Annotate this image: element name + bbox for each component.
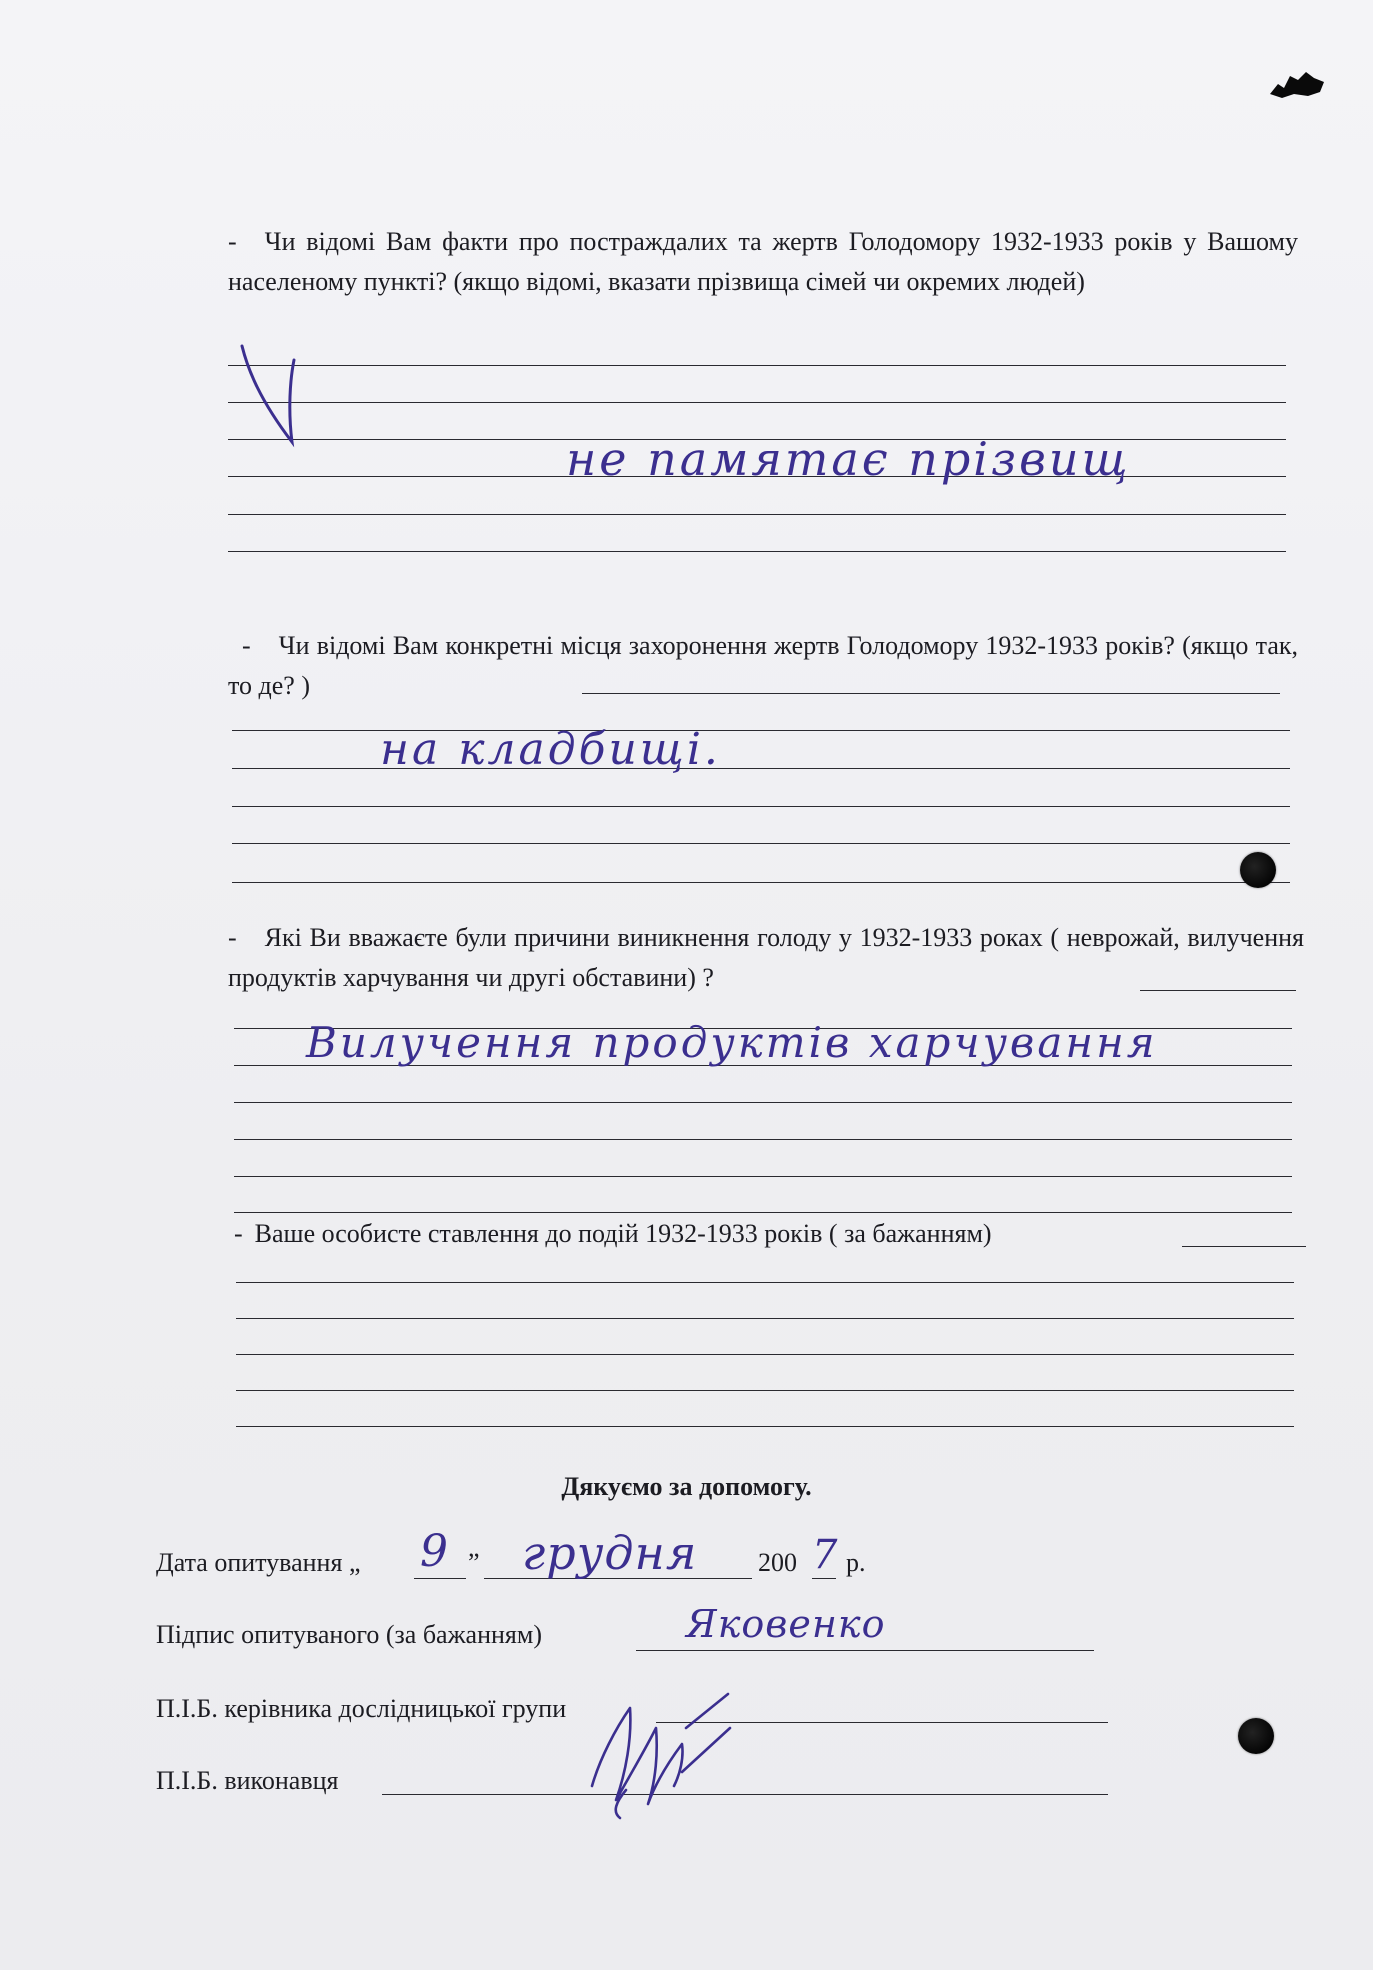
close-quote: ” [468,1548,480,1577]
open-quote: „ [348,1548,361,1577]
executor-label: П.І.Б. виконавця [156,1766,339,1795]
question-1-text: Чи відомі Вам факти про постраждалих та жертв Голодомору 1932-1933 років у Вашому населеному пункті? (якщо відомі, вказати прізвища сімей чи окремих людей) [228,227,1298,296]
answer-line [236,1426,1294,1427]
answer-line [232,806,1290,807]
survey-date-field [156,1548,360,1578]
punch-hole [1240,852,1276,888]
respondent-signature-label: Підпис опитуваного (за бажанням) [156,1620,542,1649]
date-day-handwriting: 9 [420,1526,448,1577]
answer-line [236,1354,1294,1355]
question-4 [228,1214,1308,1254]
answer-line [1140,990,1296,991]
answer-line [236,1318,1294,1319]
respondent-signature-handwriting: Яковенко [686,1602,886,1646]
question-4-dash: - [234,1219,243,1248]
answer-line [234,1212,1292,1213]
date-year-prefix: 200 [758,1548,797,1577]
respondent-signature-line [636,1650,1094,1651]
answer-line [232,843,1290,844]
answer-line [236,1282,1294,1283]
question-3-text: Які Ви вважаєте були причини виникнення голоду у 1932-1933 роках ( неврожай, вилучення продуктів харчування чи другі обставини) ? [228,923,1304,992]
question-3 [228,918,1304,998]
checkmark-icon [236,340,306,448]
answer-3-handwriting: Вилучення продуктів харчування [306,1018,1158,1067]
executor-line [382,1794,1108,1795]
answer-line [228,365,1286,366]
date-year-suffix: р. [846,1548,866,1577]
answer-line [236,1390,1294,1391]
date-day-line [414,1578,466,1579]
question-2-text: Чи відомі Вам конкретні місця захоронення жертв Голодомору 1932-1933 років? (якщо так, то де? ) [228,631,1298,700]
question-2-dash: - [242,631,251,660]
survey-date-label: Дата опитування [156,1548,343,1577]
answer-line [228,402,1286,403]
answer-1-handwriting: не памятає прізвищ [566,432,1131,486]
thanks-text: Дякуємо за допомогу. [561,1472,812,1501]
date-year-handwriting: 7 [812,1532,838,1578]
answer-2-handwriting: на кладбищі. [380,724,721,775]
question-1-dash: - [228,227,237,256]
answer-line [234,1139,1292,1140]
leader-signature-scribble [586,1688,736,1820]
group-leader-label: П.І.Б. керівника дослідницької групи [156,1694,567,1723]
answer-line [1182,1246,1306,1247]
question-2 [228,626,1298,706]
answer-line [582,693,1280,694]
answer-line [228,514,1286,515]
question-3-dash: - [228,923,237,952]
answer-line [234,1102,1292,1103]
question-1 [228,222,1298,302]
punch-hole [1238,1718,1274,1754]
answer-line [228,551,1286,552]
answer-line [234,1176,1292,1177]
date-month-handwriting: грудня [522,1526,698,1580]
question-4-text: Ваше особисте ставлення до подій 1932-1933 років ( за бажанням) [254,1219,992,1248]
answer-line [232,882,1290,883]
date-year-line [812,1578,836,1579]
hole-punch-mark-icon [1268,70,1326,100]
